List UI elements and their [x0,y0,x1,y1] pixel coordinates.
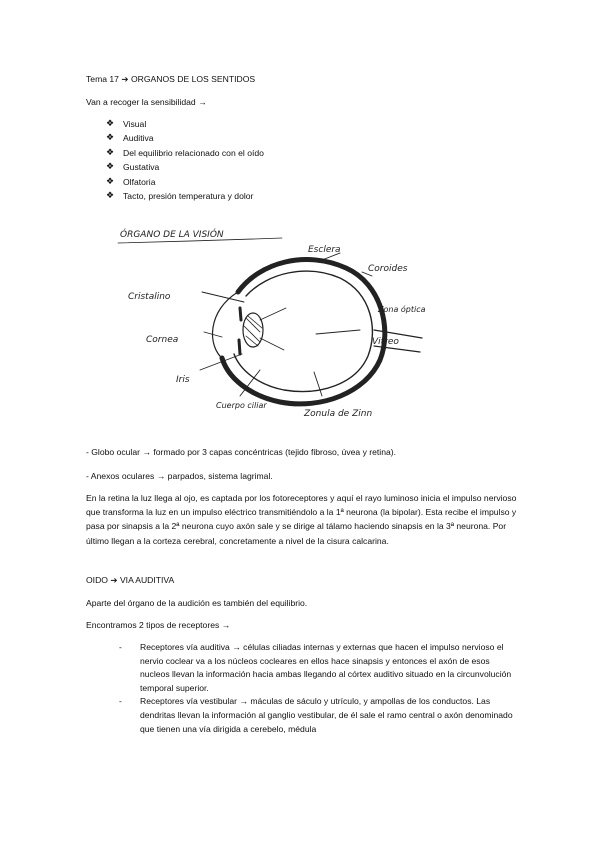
label-zona-optica: Zona óptica [378,305,426,314]
anexos-line: - Anexos oculares → parpados, sistema lagrimal. [86,471,273,481]
bullet-icon: ❖ [106,175,115,186]
page-title [86,72,255,86]
label-cornea: Cornea [146,335,179,345]
dash-marker: - [119,696,122,707]
label-iris: Iris [176,375,190,385]
bullet-icon: ❖ [106,161,115,172]
title-prefix: Tema 17 [86,74,119,84]
receptores-intro: Encontramos 2 tipos de receptores → [86,620,231,630]
bullet-icon: ❖ [106,189,115,200]
label-esclera: Esclera [308,245,341,255]
sense-label: Visual [123,119,147,129]
sense-label: Gustativa [123,162,160,173]
sense-label: Auditiva [123,133,154,144]
receptor-text: Receptores vía auditiva → células ciliadas internas y externas que hacen el impulso nervioso el nervio coclear va a los núcleos cocleares en ellos hace sinapsis y entonces el axón de esos nucleos llevan la información hacia ambas llegando al córtex auditivo situado en la circunvolución temporal superior. [140,642,512,693]
bullet-icon: ❖ [106,118,115,128]
title-text: ORGANOS DE LOS SENTIDOS [130,74,256,84]
sense-label: Del equilibrio relacionado con el oído [123,147,264,158]
list-item [119,641,519,695]
list-item [119,695,519,736]
bullet-icon: ❖ [106,146,115,157]
label-cuerpo-ciliar: Cuerpo ciliar [216,401,267,410]
dash-marker: - [119,642,122,652]
arrow-icon: ➔ [121,74,129,84]
receptores-list [119,641,519,736]
retina-paragraph: En la retina la luz llega al ojo, es captada por los fotoreceptores y aquí el rayo luminoso inicia el impulso nervioso que transforma la luz en un impulso eléctrico transmitiéndolo a la 1ª neurona (la bipolar). Esta recibe el impulso y pasa por sinapsis a la 2ª neurona cuyo axón sale y se dirige al tálamo haciendo sinapsis en la 3ª neurona. Por último llegan a la corteza cerebral, concretamente a nivel de la cisura calcarina. [86,493,517,546]
oido-heading [86,573,174,587]
sense-label: Tacto, presión temperatura y dolor [123,190,254,201]
label-vitreo: Vitreo [372,337,399,347]
eye-diagram [110,220,450,420]
oido-intro: Aparte del órgano de la audición es también del equilibrio. [86,598,308,608]
receptor-text: Receptores vía vestibular → máculas de sáculo y utrículo, y ampollas de los conductos. Las dendritas llevan la información al ganglio vestibular, de él sale el ramo central o axón denominado que tienen una vía dirigida a cerebelo, médula [140,696,513,734]
label-coroides: Coroides [368,264,408,274]
oido-prefix: OIDO [86,575,108,585]
bullet-icon: ❖ [106,132,115,143]
intro-line: Van a recoger la sensibilidad → [86,97,207,107]
label-cristalino: Cristalino [128,292,171,302]
arrow-icon: ➔ [110,575,118,585]
label-zonula: Zonula de Zinn [304,409,373,419]
sense-label: Olfatoria [123,176,156,187]
figure-title: ÓRGANO DE LA VISIÓN [120,230,224,240]
globo-line: - Globo ocular → formado por 3 capas concéntricas (tejido fibroso, úvea y retina). [86,447,397,457]
oido-title: VIA AUDITIVA [119,575,175,585]
